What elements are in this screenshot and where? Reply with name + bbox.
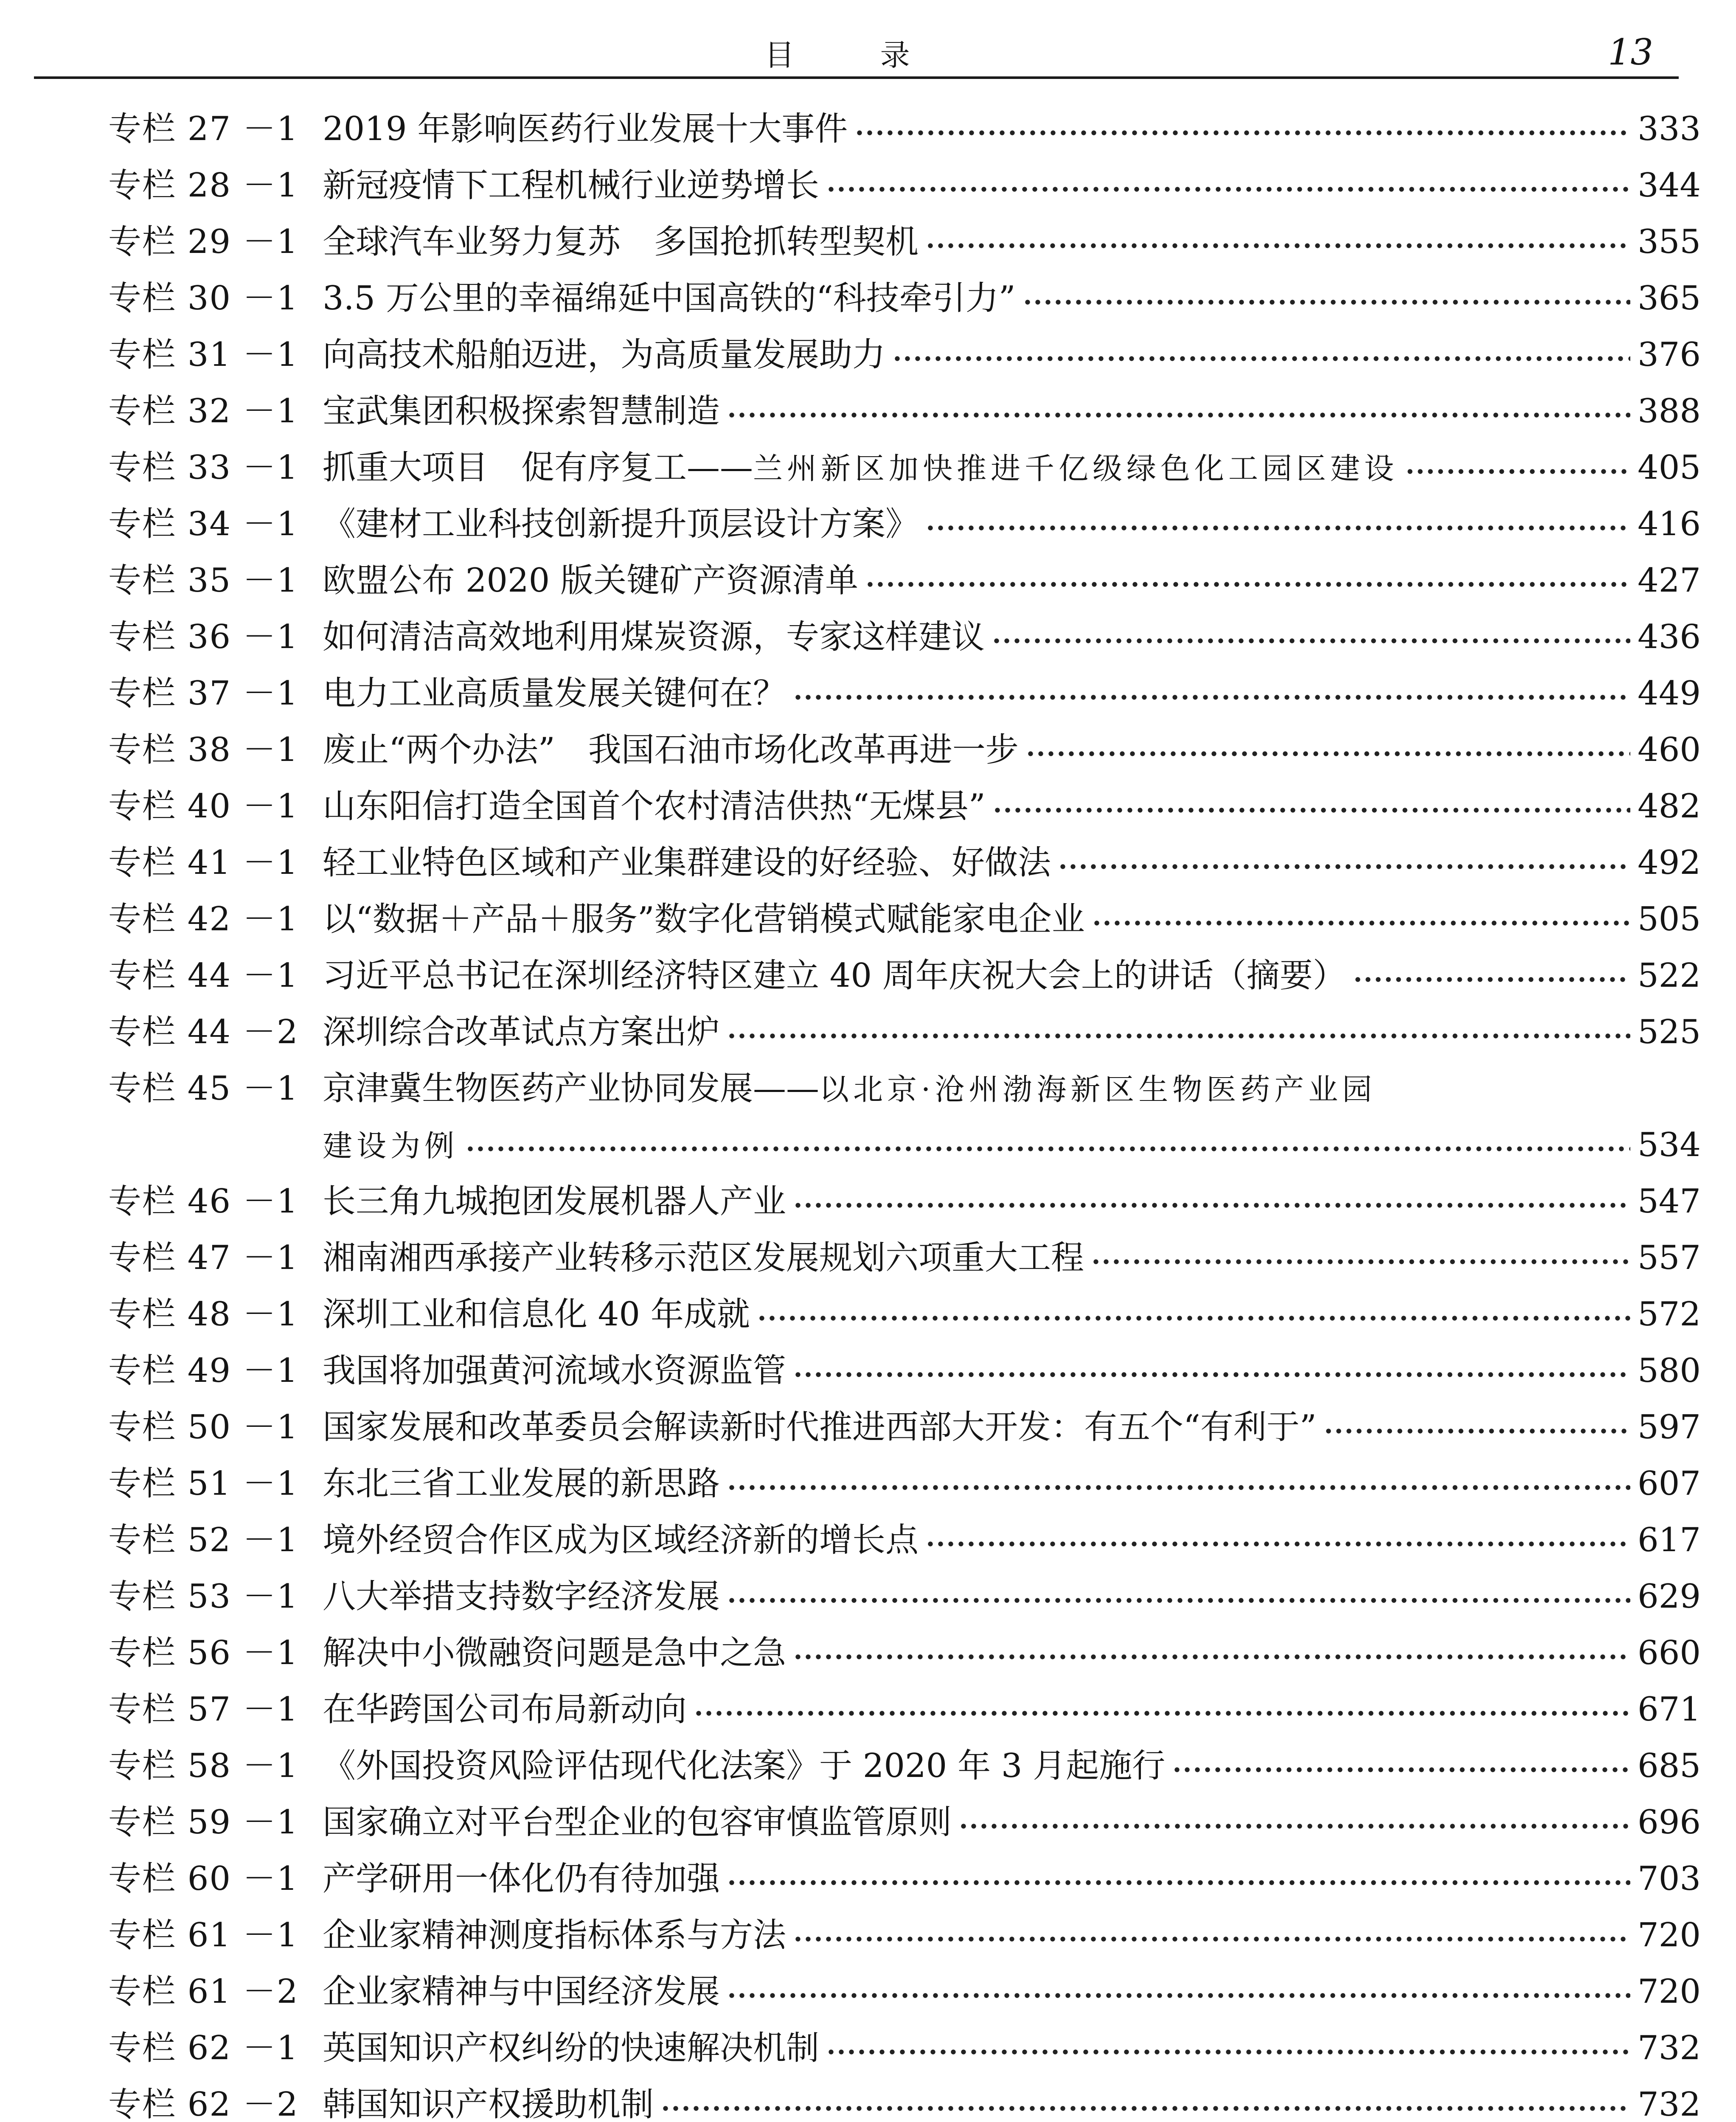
toc-entry [108,440,1701,496]
toc-entry-title [323,722,1019,778]
toc-entry-title [323,327,885,383]
toc-entry-title-main: 英国知识产权纠纷的快速解决机制 [323,2029,820,2067]
toc-entry-title-main: 以“数据＋产品＋服务”数字化营销模式赋能家电企业 [323,900,1085,938]
toc-entry [108,1343,1701,1399]
toc-entry-title [323,1456,720,1512]
toc-entry-title [323,1399,1317,1456]
toc-entry-label: 专栏 35 －1 [108,561,299,600]
toc-entry-title-main: 长三角九城抱团发展机器人产业 [323,1182,787,1221]
toc-entry-label: 专栏 30 －1 [108,279,299,317]
dot-leader [727,1878,1630,1887]
toc-entry-label: 专栏 44 －1 [108,957,299,995]
dot-leader [1172,1766,1630,1774]
toc-entry-page: 547 [1638,1182,1701,1221]
toc-entry [108,496,1701,553]
dot-leader [992,637,1630,645]
toc-entry-page: 449 [1638,674,1701,713]
toc-entry-label: 专栏 33 －1 [108,449,299,487]
toc-entry [108,1456,1701,1512]
toc-entry [108,383,1701,440]
toc-entry [108,101,1701,157]
dot-leader [1405,467,1630,476]
toc-entry [108,2077,1701,2122]
toc-entry-title [323,948,1346,1004]
toc-entry-title [323,1286,750,1343]
toc-entry-page: 355 [1638,223,1701,261]
toc-entry [108,214,1701,270]
dot-leader [793,1201,1630,1210]
toc-entry-title-main: 企业家精神测度指标体系与方法 [323,1916,787,1954]
dot-leader [1022,298,1630,306]
toc-entry-continuation [108,1117,1701,1173]
toc-entry [108,835,1701,891]
toc-entry-label: 专栏 61 －1 [108,1916,299,1954]
toc-entry-title-main: 境外经贸合作区成为区域经济新的增长点 [323,1521,919,1559]
toc-entry-page: 460 [1638,731,1701,769]
toc-entry-page: 660 [1638,1634,1701,1672]
dot-leader [727,1991,1630,2000]
toc-entry-title [323,2020,819,2077]
toc-entry-page: 427 [1638,561,1701,600]
toc-entry [108,1061,1701,1117]
page-title: 目 录 [764,38,948,73]
dot-leader [793,693,1630,702]
toc-entry-page: 617 [1638,1521,1701,1559]
toc-entry-title-main: 深圳综合改革试点方案出炉 [323,1013,720,1051]
toc-entry-label: 专栏 34 －1 [108,505,299,543]
dot-leader [826,2048,1630,2056]
toc-entry [108,327,1701,383]
dot-leader [1091,1257,1630,1266]
toc-entry-title [323,101,848,157]
toc-entry-title-main: 轻工业特色区域和产业集群建设的好经验、好做法 [323,844,1051,882]
toc-entry-page: 572 [1638,1295,1701,1333]
toc-entry [108,1738,1701,1794]
toc-entry-label: 专栏 57 －1 [108,1690,299,1729]
toc-entry-title-main: 电力工业高质量发展关键何在？ [323,674,787,713]
toc-entry [108,1907,1701,1964]
toc-entry-title [323,1173,786,1230]
toc-entry [108,1004,1701,1061]
dot-leader [727,1596,1630,1605]
toc-entry-title [323,440,1398,497]
toc-entry [108,1230,1701,1286]
toc-entry-label: 专栏 40 －1 [108,787,299,825]
dot-leader [793,1370,1630,1379]
dot-leader [1025,749,1630,758]
toc-entry-page: 525 [1638,1013,1701,1051]
toc-entry-title [323,1512,919,1569]
dot-leader [727,411,1630,419]
toc-entry-page: 344 [1638,166,1701,205]
toc-entry [108,1964,1701,2020]
toc-entry-title [323,1004,720,1061]
toc-entry-title [323,1851,720,1907]
toc-entry [108,1399,1701,1456]
toc-entry-label: 专栏 48 －1 [108,1295,299,1333]
dot-leader [854,129,1630,137]
toc-entry-title [323,496,919,553]
toc-entry-label: 专栏 62 －2 [108,2086,299,2122]
toc-entry-title [323,778,986,835]
toc-entry-page: 333 [1638,110,1701,148]
toc-entry-title-main: 解决中小微融资问题是急中之急 [323,1634,787,1672]
toc-entry-title-main: 山东阳信打造全国首个农村清洁供热“无煤县” [323,787,986,825]
toc-entry-title [323,1569,720,1625]
toc-entry-title-main: 韩国知识产权援助机制 [323,2086,654,2122]
toc-entry-title [323,270,1016,327]
dot-leader [925,241,1630,250]
toc-entry [108,722,1701,778]
toc-entry-label: 专栏 36 －1 [108,618,299,656]
toc-entry-title [323,891,1085,948]
toc-entry-page: 580 [1638,1352,1701,1390]
toc-entry-title [323,1907,786,1964]
toc-entry-title [323,1625,786,1681]
toc-entry-page: 720 [1638,1916,1701,1954]
dot-leader [925,1540,1630,1548]
toc-entry-title-main: 京津冀生物医药产业协同发展—— [323,1069,820,1108]
toc-entry [108,2020,1701,2077]
toc-entry-title-main: 2019 年影响医药行业发展十大事件 [323,110,848,148]
toc-entry-title-main: 《建材工业科技创新提升顶层设计方案》 [323,505,919,543]
toc-entry [108,778,1701,835]
toc-entry-label: 专栏 29 －1 [108,223,299,261]
dot-leader [1353,975,1630,984]
toc-entry-title-main: 废止“两个办法” 我国石油市场化改革再进一步 [323,731,1019,769]
toc-entry-label: 专栏 61 －2 [108,1973,299,2011]
dot-leader [865,580,1630,589]
toc-entry-title [323,1681,687,1738]
toc-entry-title-main: 抓重大项目 促有序复工—— [323,449,753,487]
toc-entry-title-continuation: 建设为例 [323,1128,458,1163]
toc-entry-title [323,1061,1376,1118]
toc-entry-label: 专栏 60 －1 [108,1860,299,1898]
toc-entry-title [323,553,858,609]
toc-entry-label: 专栏 51 －1 [108,1465,299,1503]
toc-entry-label: 专栏 44 －2 [108,1013,299,1051]
toc-entry-page: 534 [1638,1126,1701,1164]
toc-entry [108,1625,1701,1681]
toc-entry-title-main: 深圳工业和信息化 40 年成就 [323,1295,750,1333]
toc-entry-subtitle: 兰州新区加快推进千亿级绿色化工园区建设 [753,451,1399,486]
toc-entry-page: 365 [1638,279,1701,317]
toc-entry-title [323,1964,720,2020]
toc-entry [108,157,1701,214]
toc-entry [108,609,1701,665]
toc-entry-page: 597 [1638,1408,1701,1446]
toc-entry-page: 557 [1638,1239,1701,1277]
toc-entry [108,1851,1701,1907]
dot-leader [793,1653,1630,1661]
toc-entry [108,1286,1701,1343]
toc-entry [108,1173,1701,1230]
toc-entry-label: 专栏 58 －1 [108,1747,299,1785]
page-number: 13 [1608,31,1653,73]
table-of-contents [108,101,1701,2122]
toc-entry-title-main: 如何清洁高效地利用煤炭资源，专家这样建议 [323,618,985,656]
toc-entry [108,665,1701,722]
toc-entry-label: 专栏 45 －1 [108,1069,299,1108]
toc-entry-label: 专栏 52 －1 [108,1521,299,1559]
toc-entry-page: 671 [1638,1690,1701,1729]
toc-entry-title [323,1794,952,1851]
toc-entry-page: 492 [1638,844,1701,882]
toc-entry-label: 专栏 32 －1 [108,392,299,430]
toc-entry-label: 专栏 41 －1 [108,844,299,882]
toc-entry-title-main: 产学研用一体化仍有待加强 [323,1860,720,1898]
toc-entry-title [323,1738,1165,1794]
toc-entry [108,1512,1701,1569]
toc-entry-label: 专栏 56 －1 [108,1634,299,1672]
dot-leader [1058,862,1630,871]
toc-entry-page: 720 [1638,1973,1701,2011]
toc-entry [108,1794,1701,1851]
toc-entry-page: 607 [1638,1465,1701,1503]
toc-entry-page: 732 [1638,2086,1701,2122]
toc-entry-title [323,1230,1084,1286]
dot-leader [958,1822,1630,1830]
page-header [34,25,1679,79]
toc-entry-label: 专栏 46 －1 [108,1182,299,1221]
toc-entry-label: 专栏 62 －1 [108,2029,299,2067]
toc-entry-page: 522 [1638,957,1701,995]
toc-entry-page: 629 [1638,1577,1701,1616]
dot-leader [694,1709,1630,1718]
dot-leader [892,354,1630,363]
toc-entry [108,891,1701,948]
toc-entry-page: 685 [1638,1747,1701,1785]
toc-entry-label: 专栏 49 －1 [108,1352,299,1390]
toc-entry-title-main: 宝武集团积极探索智慧制造 [323,392,720,430]
toc-entry-title [323,665,786,722]
toc-entry [108,1569,1701,1625]
toc-entry-title-main: 东北三省工业发展的新思路 [323,1465,720,1503]
toc-entry-page: 696 [1638,1803,1701,1841]
toc-entry-page: 703 [1638,1860,1701,1898]
toc-entry-title-main: 八大举措支持数字经济发展 [323,1577,720,1616]
dot-leader [925,524,1630,532]
toc-entry [108,1681,1701,1738]
dot-leader [727,1032,1630,1040]
toc-entry-label: 专栏 28 －1 [108,166,299,205]
toc-entry-title-main: 在华跨国公司布局新动向 [323,1690,687,1729]
dot-leader [826,185,1630,194]
toc-entry-page: 405 [1638,449,1701,487]
dot-leader [1323,1427,1630,1435]
toc-entry-title-main: 全球汽车业努力复苏 多国抢抓转型契机 [323,223,919,261]
toc-entry-subtitle: 以北京·沧州渤海新区生物医药产业园 [819,1072,1376,1107]
toc-entry-title-main: 我国将加强黄河流域水资源监管 [323,1352,787,1390]
toc-entry-page: 376 [1638,336,1701,374]
toc-entry-title-main: 3.5 万公里的幸福绵延中国高铁的“科技牵引力” [323,279,1016,317]
toc-entry-label: 专栏 42 －1 [108,900,299,938]
toc-entry-label: 专栏 27 －1 [108,110,299,148]
toc-entry-label: 专栏 59 －1 [108,1803,299,1841]
toc-entry [108,270,1701,327]
toc-entry-title [323,157,819,214]
toc-entry-label: 专栏 50 －1 [108,1408,299,1446]
toc-entry-title-main: 新冠疫情下工程机械行业逆势增长 [323,166,820,205]
toc-entry-label: 专栏 47 －1 [108,1239,299,1277]
toc-entry-page: 732 [1638,2029,1701,2067]
toc-entry-title-main: 企业家精神与中国经济发展 [323,1973,720,2011]
dot-leader [992,806,1630,814]
toc-entry-title-main: 欧盟公布 2020 版关键矿产资源清单 [323,561,859,600]
toc-entry-title [323,214,919,270]
dot-leader [727,1483,1630,1492]
toc-entry [108,553,1701,609]
toc-entry-title-main: 国家确立对平台型企业的包容审慎监管原则 [323,1803,952,1841]
toc-entry-label: 专栏 31 －1 [108,336,299,374]
dot-leader [1092,919,1630,927]
toc-entry [108,948,1701,1004]
toc-entry-title [323,835,1051,891]
toc-entry-label: 专栏 53 －1 [108,1577,299,1616]
toc-entry-page: 388 [1638,392,1701,430]
toc-entry-title-main: 湘南湘西承接产业转移示范区发展规划六项重大工程 [323,1239,1084,1277]
toc-entry-title [323,1117,458,1174]
toc-entry-title [323,609,985,665]
toc-entry-label: 专栏 37 －1 [108,674,299,713]
dot-leader [465,1145,1630,1153]
toc-entry-title-main: 向高技术船舶迈进，为高质量发展助力 [323,336,886,374]
dot-leader [660,2104,1630,2113]
toc-entry-page: 416 [1638,505,1701,543]
toc-entry-page: 505 [1638,900,1701,938]
toc-entry-title-main: 习近平总书记在深圳经济特区建立 40 周年庆祝大会上的讲话（摘要） [323,957,1346,995]
toc-entry-label: 专栏 38 －1 [108,731,299,769]
toc-entry-page: 482 [1638,787,1701,825]
dot-leader [793,1935,1630,1943]
toc-entry-title-main: 《外国投资风险评估现代化法案》于 2020 年 3 月起施行 [323,1747,1166,1785]
toc-entry-title [323,1343,786,1399]
dot-leader [757,1314,1630,1322]
toc-entry-page: 436 [1638,618,1701,656]
toc-entry-title [323,383,720,440]
toc-entry-title-main: 国家发展和改革委员会解读新时代推进西部大开发：有五个“有利于” [323,1408,1317,1446]
toc-entry-title [323,2077,654,2122]
